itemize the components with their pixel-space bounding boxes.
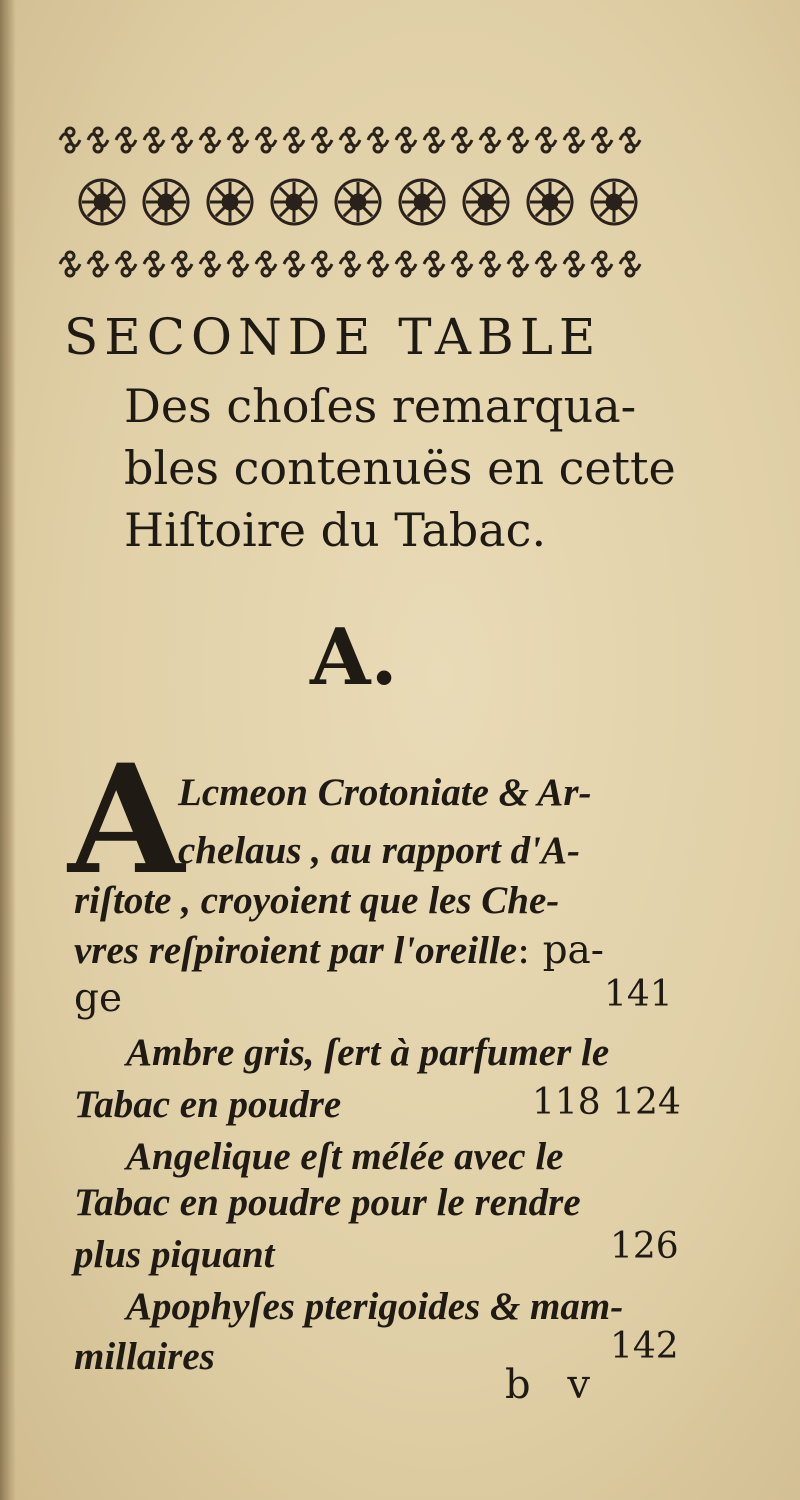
entry-line: plus piquant [74, 1233, 275, 1276]
subtitle-line: Des choſes remarqua- [124, 379, 637, 433]
entry-text: vres reſpiroient par l'oreille [74, 929, 518, 972]
entry-line: ge [74, 976, 123, 1021]
page-reference: 126 [610, 1226, 679, 1267]
page-reference: 118 124 [532, 1082, 681, 1123]
entry-line: Angelique eſt mélée avec le [126, 1135, 564, 1178]
entry-text-roman: : pa- [517, 928, 604, 973]
entry-line [74, 928, 604, 973]
table-title: SECONDE TABLE [64, 308, 602, 366]
drop-cap-letter: A [68, 732, 185, 908]
subtitle-line: bles contenuës en cette [124, 441, 676, 495]
entry-line: Ambre gris, ſert à parfumer le [126, 1031, 610, 1074]
entry-line: Tabac en poudre [74, 1083, 342, 1126]
page-reference: 142 [610, 1326, 679, 1367]
entry-line: millaires [74, 1335, 215, 1378]
entry-line: Lcmeon Crotoniate & Ar- [178, 771, 592, 814]
subtitle-line: Hiſtoire du Tabac. [124, 503, 547, 557]
entry-line: chelaus , au rapport d'A- [178, 829, 580, 872]
page-reference: 141 [604, 974, 673, 1015]
signature-mark: b v [505, 1362, 602, 1408]
entry-line: Apophyſes pterigoides & mam- [126, 1285, 624, 1328]
section-letter: A. [310, 612, 398, 703]
entry-line: Tabac en poudre pour le rendre [74, 1181, 581, 1224]
entry-line: riſtote , croyoient que les Che- [74, 879, 560, 922]
